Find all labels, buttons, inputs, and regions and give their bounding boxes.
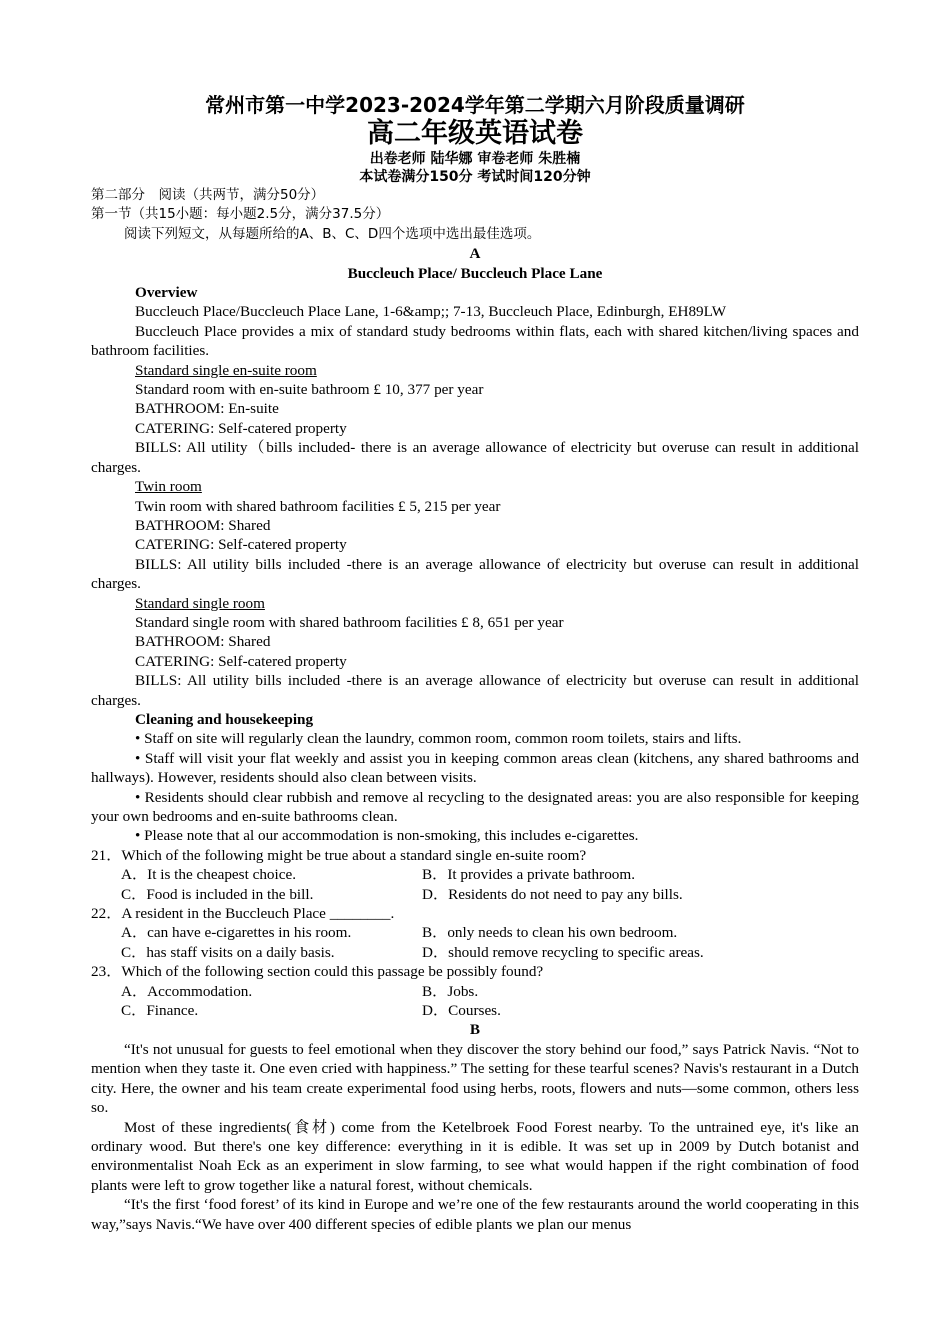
room2-bathroom: BATHROOM: Shared <box>135 516 271 534</box>
room3-desc: Standard single room with shared bathroom facilities £ 8, 651 per year <box>135 613 564 631</box>
room2-bills: BILLS: All utility bills included -there is an average allowance of electricity but overuse can result in additional charges. <box>91 555 859 593</box>
option-c: C．has staff visits on a daily basis. <box>121 943 335 961</box>
room1-name: Standard single en-suite room <box>135 361 317 379</box>
bullet-item: • Residents should clear rubbish and remove al recycling to the designated areas: you are also responsible for keeping your own bedrooms and en-suite bathrooms clean. <box>91 788 859 825</box>
question-stem: 22．A resident in the Buccleuch Place ________. <box>91 905 395 923</box>
bullet-item: • Please note that al our accommodation is non-smoking, this includes e-cigarettes. <box>135 827 639 845</box>
option-d: D．Courses. <box>422 1002 501 1020</box>
intro-paragraph: Buccleuch Place provides a mix of standard study bedrooms within flats, each with shared kitchen/living spaces and bathroom facilities. <box>91 322 859 360</box>
option-c: C．Finance. <box>121 1002 199 1020</box>
option-a: A．can have e-cigarettes in his room. <box>121 924 352 942</box>
cleaning-heading: Cleaning and housekeeping <box>135 710 314 728</box>
passage-b-letter: B <box>469 1021 481 1039</box>
option-b: B．Jobs. <box>422 982 479 1000</box>
instruction-text: 阅读下列短文，从每题所给的A、B、C、D四个选项中选出最佳选项。 <box>124 225 541 242</box>
teachers-line: 出卷老师 陆华娜 审卷老师 朱胜楠 <box>369 151 581 167</box>
room1-catering: CATERING: Self-catered property <box>135 419 347 437</box>
option-a: A．Accommodation. <box>121 982 253 1000</box>
room1-bathroom: BATHROOM: En-suite <box>135 400 279 418</box>
option-b: B．only needs to clean his own bedroom. <box>422 924 678 942</box>
passage-b-paragraph: Most of these ingredients(食材) come from the Ketelbroek Food Forest nearby. To the untrained eye, it's like an ordinary wood. But there's one key difference: everything in it is edible. It was set up in 2009 by Dutch botanist and environmentalist Noah Eck as an experiment in slow farming, to see what would happen if the right combination of food plants were left to grow together like a natural forest, without chemicals. <box>91 1118 859 1194</box>
passage-a-letter: A <box>469 245 481 263</box>
room1-desc: Standard room with en-suite bathroom £ 10, 377 per year <box>135 381 484 399</box>
room3-name: Standard single room <box>135 594 265 612</box>
address-line: Buccleuch Place/Buccleuch Place Lane, 1-6&amp;; 7-13, Buccleuch Place, Edinburgh, EH89LW <box>135 303 727 321</box>
exam-title: 高二年级英语试卷 <box>367 118 583 149</box>
room1-bills: BILLS: All utility（bills included- there is an average allowance of electricity but overuse can result in additional charges. <box>91 439 859 476</box>
part-heading: 第二部分 阅读（共两节，满分50分） <box>91 187 325 203</box>
room3-bathroom: BATHROOM: Shared <box>135 633 271 651</box>
overview-heading: Overview <box>135 284 198 302</box>
bullet-item: • Staff on site will regularly clean the laundry, common room, common room toilets, stairs and lifts. <box>135 730 742 748</box>
school-title: 常州市第一中学2023-2024学年第二学期六月阶段质量调研 <box>205 93 745 117</box>
exam-info-line: 本试卷满分150分 考试时间120分钟 <box>359 169 591 185</box>
question-stem: 23．Which of the following section could this passage be possibly found? <box>91 963 544 981</box>
option-d: D．Residents do not need to pay any bills. <box>422 885 683 903</box>
option-a: A．It is the cheapest choice. <box>121 866 297 884</box>
question-23 <box>91 962 859 1020</box>
option-b: B．It provides a private bathroom. <box>422 866 635 884</box>
room3-bills: BILLS: All utility bills included -there is an average allowance of electricity but overuse can result in additional charges. <box>91 672 859 709</box>
room3-catering: CATERING: Self-catered property <box>135 652 347 670</box>
question-21 <box>91 846 859 904</box>
passage-a-title: Buccleuch Place/ Buccleuch Place Lane <box>347 264 603 282</box>
option-c: C．Food is included in the bill. <box>121 885 314 903</box>
subsection-heading: 第一节（共15小题：每小题2.5分，满分37.5分） <box>91 206 390 223</box>
room2-desc: Twin room with shared bathroom facilities £ 5, 215 per year <box>135 497 501 515</box>
room2-name: Twin room <box>135 478 202 496</box>
bullet-item: • Staff will visit your flat weekly and assist you in keeping common areas clean (kitchens, any shared bathrooms and hallways). However, residents should also clean between visits. <box>91 749 859 787</box>
room2-catering: CATERING: Self-catered property <box>135 536 347 554</box>
exam-page <box>91 92 859 1234</box>
passage-b-paragraph: “It's not unusual for guests to feel emotional when they discover the story behind our food,” says Patrick Navis. “Not to mention when they taste it. One even cried with happiness.” The setting for these tearful scenes? Navis's restaurant in a Dutch city. Here, the owner and his team create experimental food using herbs, roots, flowers and nuts—some common, others less so. <box>91 1040 859 1117</box>
passage-b-paragraph: “It's the first ‘food forest’ of its kind in Europe and we’re one of the few restaurants around the world cooperating in this way,”says Navis.“We have over 400 different species of edible plants we plan our menus <box>91 1196 859 1233</box>
option-d: D．should remove recycling to specific areas. <box>422 943 704 961</box>
question-stem: 21．Which of the following might be true about a standard single en-suite room? <box>91 846 587 864</box>
question-22 <box>91 904 859 962</box>
